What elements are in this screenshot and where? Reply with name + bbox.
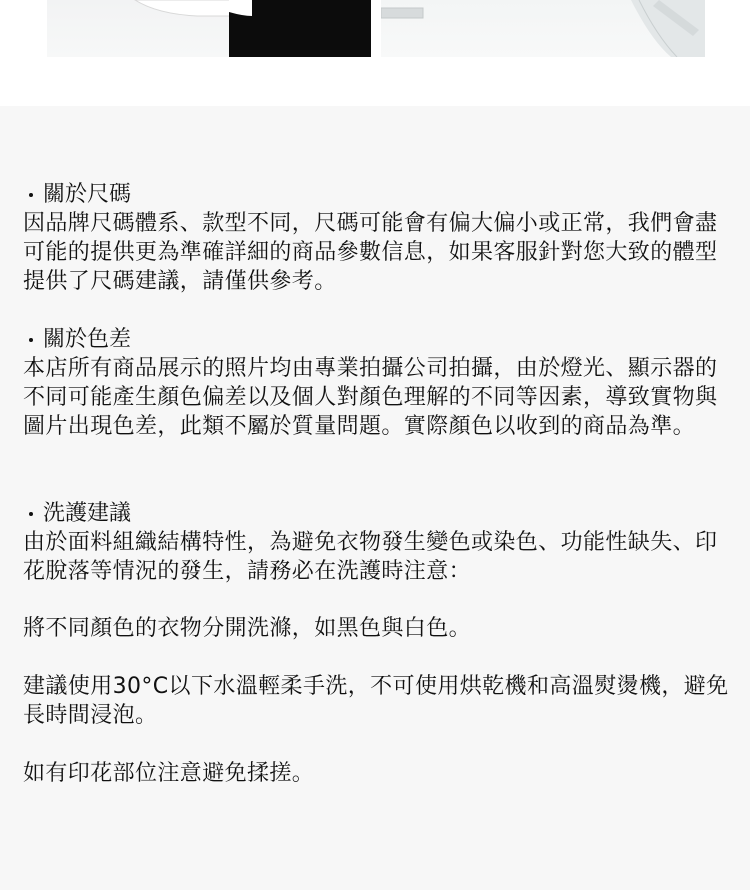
color-section-title: 關於色差 (43, 327, 132, 352)
bullet-icon (29, 193, 33, 197)
care-section-heading (23, 499, 733, 528)
care-section (23, 499, 733, 586)
size-section-title: 關於尺碼 (43, 182, 132, 207)
size-section-text: 因品牌尺碼體系、款型不同，尺碼可能會有偏大偏小或正常，我們會盡可能的提供更為準確詳細的商品參數信息，如果客服針對您大致的體型提供了尺碼建議，請僅供參考。 (23, 211, 718, 294)
product-image-right[interactable] (381, 0, 705, 57)
product-image-strip (0, 0, 750, 106)
care-note-separate-colors: 將不同顏色的衣物分開洗滌，如黑色與白色。 (23, 616, 472, 641)
bullet-icon (29, 338, 33, 342)
product-notice-panel (0, 106, 750, 890)
size-section-heading (23, 180, 733, 209)
size-section (23, 180, 733, 296)
color-section-heading (23, 325, 733, 354)
product-photo-dark-garment (47, 0, 371, 57)
care-section-title: 洗護建議 (43, 501, 132, 526)
care-note-print-areas: 如有印花部位注意避免揉搓。 (23, 761, 315, 786)
care-section-text: 由於面料組織結構特性，為避免衣物發生變色或染色、功能性缺失、印花脫落等情況的發生，請務必在洗護時注意： (23, 530, 718, 584)
product-photo-light-garment (381, 0, 705, 57)
product-image-left[interactable] (47, 0, 371, 57)
color-section (23, 325, 733, 441)
bullet-icon (29, 512, 33, 516)
color-section-text: 本店所有商品展示的照片均由專業拍攝公司拍攝，由於燈光、顯示器的不同可能產生顏色偏差以及個人對顏色理解的不同等因素，導致實物與圖片出現色差，此類不屬於質量問題。實際顏色以收到的商品為準。 (23, 356, 718, 439)
care-note-hand-wash: 建議使用30°C以下水溫輕柔手洗，不可使用烘乾機和高溫熨燙機，避免長時間浸泡。 (23, 674, 729, 728)
